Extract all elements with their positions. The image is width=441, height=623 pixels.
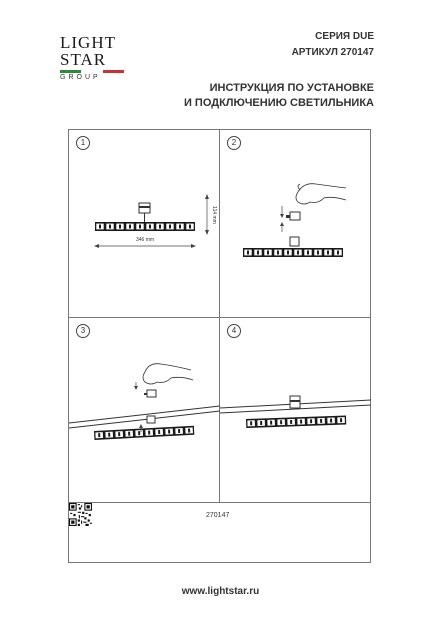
fixture-1 [95, 222, 195, 231]
step-1-drawing [69, 130, 220, 318]
step-2-drawing [220, 130, 371, 318]
step-3-drawing [69, 318, 220, 503]
article-label: АРТИКУЛ 270147 [291, 47, 374, 58]
fixture-led [300, 420, 302, 424]
fixture-led [109, 225, 111, 229]
fixture-led [179, 225, 181, 229]
fixture-led [188, 428, 190, 432]
fixture-3 [94, 426, 194, 440]
instruction-title-line-2: И ПОДКЛЮЧЕНИЮ СВЕТИЛЬНИКА [183, 97, 374, 109]
fixture-led [189, 225, 191, 229]
fixture-led [118, 432, 120, 436]
step-4-drawing [220, 318, 371, 503]
logo-line-1: LIGHT [60, 33, 116, 52]
fixture-led [178, 429, 180, 433]
fixture-led [247, 251, 249, 255]
fixture-led [257, 251, 259, 255]
dim-height-label: 114 mm [211, 206, 217, 224]
hand-icon [296, 184, 346, 204]
qr-code-icon [69, 503, 92, 526]
fixture-led [169, 225, 171, 229]
fixture-led [98, 433, 100, 437]
brand-logo [60, 34, 126, 92]
article-code: 270147 [206, 512, 230, 519]
fixture-led [119, 225, 121, 229]
fixture-led [287, 251, 289, 255]
fixture-led [327, 251, 329, 255]
instruction-grid [68, 129, 371, 563]
fixture-led [139, 225, 141, 229]
fixture-led [99, 225, 101, 229]
step-2-panel [220, 130, 371, 318]
step-4-number: 4 [227, 324, 241, 338]
fixture-led [277, 251, 279, 255]
fixture-led [168, 430, 170, 434]
step-2-number: 2 [227, 136, 241, 150]
fixture-led [138, 431, 140, 435]
step-1-number: 1 [76, 136, 90, 150]
fixture-led [128, 432, 130, 436]
fixture-led [159, 225, 161, 229]
fixture-2 [243, 248, 343, 257]
step-3-panel [69, 318, 220, 503]
fixture-led [330, 418, 332, 422]
fixture-led [148, 431, 150, 435]
fixture-4 [246, 416, 346, 428]
fixture-led [310, 419, 312, 423]
fixture-led [270, 421, 272, 425]
fixture-led [250, 421, 252, 425]
fixture-led [340, 418, 342, 422]
fixture-led [108, 433, 110, 437]
series-label: СЕРИЯ DUE [315, 31, 374, 42]
hand-icon [143, 364, 193, 384]
fixture-led [320, 419, 322, 423]
step-3-number: 3 [76, 324, 90, 338]
fixture-led [290, 420, 292, 424]
logo-line-2: STAR [60, 50, 107, 69]
fixture-led [307, 251, 309, 255]
logo-flag [60, 70, 124, 73]
fixture-led [158, 430, 160, 434]
fixture-led [260, 421, 262, 425]
fixture-led [317, 251, 319, 255]
step-1-panel [69, 130, 220, 318]
instruction-title-line-1: ИНСТРУКЦИЯ ПО УСТАНОВКЕ [209, 82, 374, 94]
logo-group: GROUP [60, 74, 101, 81]
fixture-led [149, 225, 151, 229]
article-panel [69, 503, 371, 563]
dim-width-label: 346 mm [135, 237, 155, 243]
fixture-led [337, 251, 339, 255]
website-link[interactable]: www.lightstar.ru [181, 586, 260, 597]
fixture-led [280, 420, 282, 424]
fixture-led [129, 225, 131, 229]
step-4-panel [220, 318, 371, 503]
fixture-led [297, 251, 299, 255]
fixture-led [267, 251, 269, 255]
